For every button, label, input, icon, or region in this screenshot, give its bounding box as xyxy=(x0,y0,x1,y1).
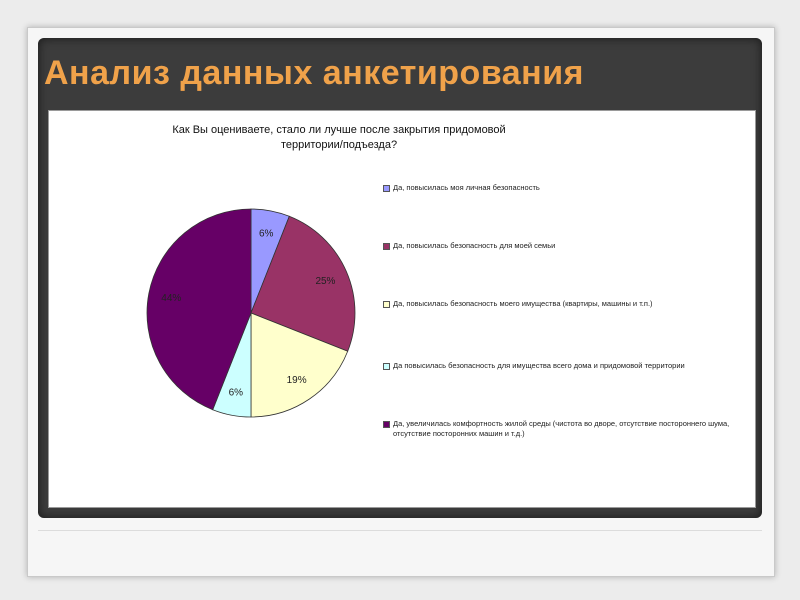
chart-area xyxy=(48,110,756,508)
legend-label: Да, повысилась безопасность моего имущества (квартиры, машины и т.п.) xyxy=(393,299,653,308)
legend-item xyxy=(383,241,743,251)
pie-data-label: 19% xyxy=(286,375,307,387)
legend-label: Да, повысилась безопасность для моей семьи xyxy=(393,241,556,250)
chart-title-line-1: Как Вы оцениваете, стало ли лучше после закрытия придомовой xyxy=(172,124,506,136)
pie-data-label: 44% xyxy=(161,292,182,304)
legend-label: Да повысилась безопасность для имущества всего дома и придомовой территории xyxy=(393,361,685,370)
legend-swatch xyxy=(383,421,390,428)
legend-item xyxy=(383,419,743,439)
legend-swatch xyxy=(383,243,390,250)
divider xyxy=(38,530,762,531)
legend-label: Да, увеличилась комфортность жилой среды (чистота во дворе, отсутствие постороннего шума, отсутствие посторонних машин и т.д.) xyxy=(393,419,730,438)
legend-item xyxy=(383,299,743,309)
pie-data-label: 6% xyxy=(258,228,274,240)
pie-data-label: 6% xyxy=(228,387,244,399)
legend-label: Да, повысилась моя личная безопасность xyxy=(393,183,540,192)
legend-swatch xyxy=(383,185,390,192)
legend-swatch xyxy=(383,301,390,308)
legend-swatch xyxy=(383,363,390,370)
legend-item xyxy=(383,361,743,371)
slide-title: Анализ данных анкетирования xyxy=(44,54,584,92)
chart-title-line-2: территории/подъезда? xyxy=(280,139,398,151)
pie-chart xyxy=(49,111,755,507)
pie-data-label: 25% xyxy=(315,275,336,287)
legend-item xyxy=(383,183,743,193)
